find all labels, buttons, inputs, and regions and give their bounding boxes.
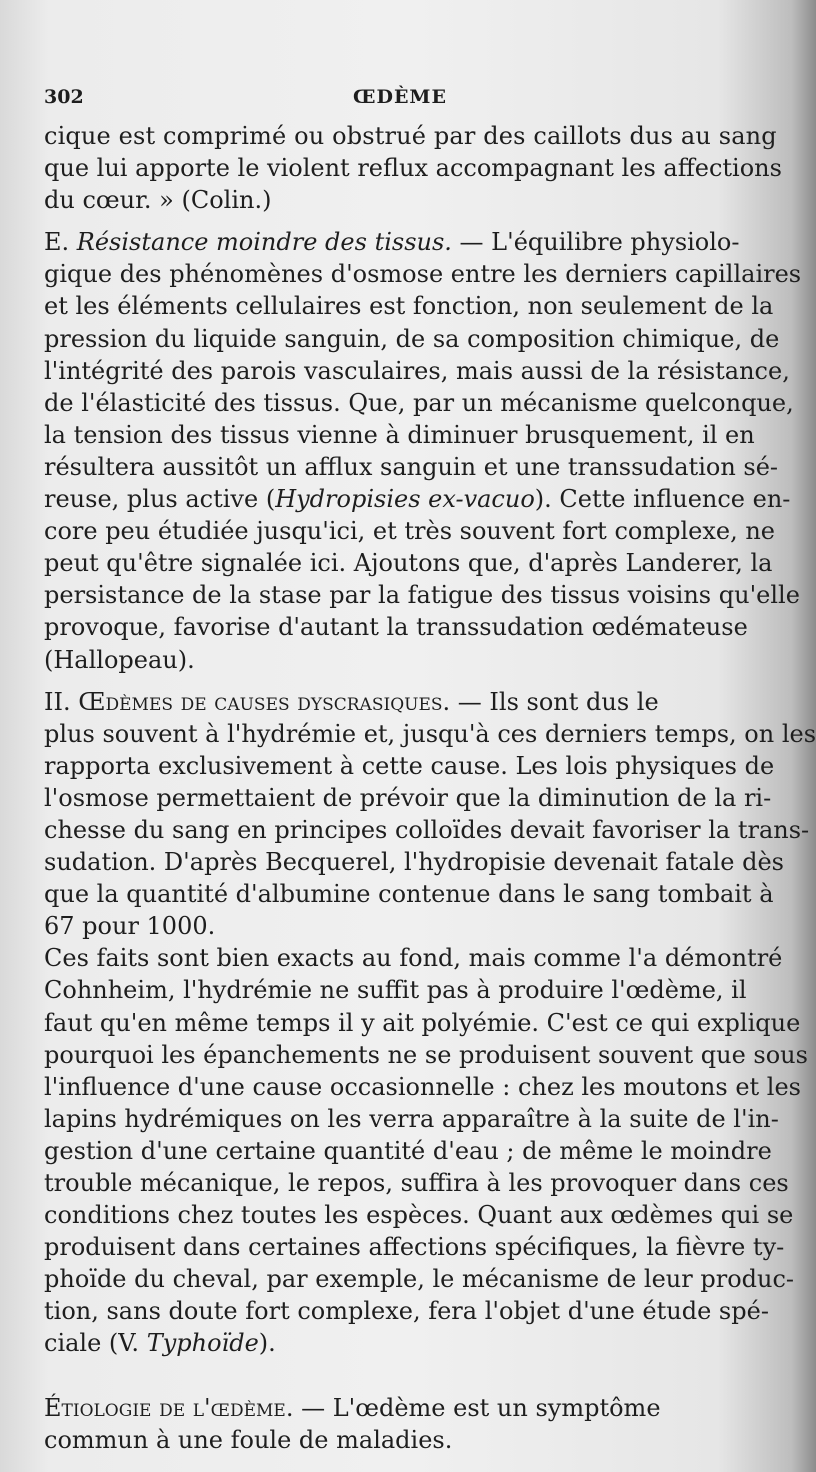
section-ii-label: II. bbox=[44, 687, 79, 716]
etiology-heading-line bbox=[44, 1392, 760, 1424]
running-title: ŒDÈME bbox=[353, 86, 447, 108]
text-line: l'intégrité des parois vasculaires, mais aussi de la résistance, bbox=[44, 356, 790, 385]
paragraph-gap bbox=[44, 676, 760, 686]
text-line: plus souvent à l'hydrémie et, jusqu'à ces derniers temps, on les bbox=[44, 719, 816, 748]
text-line: (Hallopeau). bbox=[44, 645, 195, 674]
section-ii-heading-line bbox=[44, 686, 760, 718]
text-line: gique des phénomènes d'osmose entre les derniers capillaires bbox=[44, 260, 802, 289]
section-e-heading-line bbox=[44, 226, 760, 258]
text-line: rapporta exclusivement à cette cause. Les lois physiques de bbox=[44, 751, 775, 780]
text-segment: reuse, plus active ( bbox=[44, 485, 276, 514]
section-e-label: E. bbox=[44, 228, 77, 257]
text-segment: ). bbox=[258, 1329, 276, 1358]
italic-term: Hydropisies ex-vacuo bbox=[275, 485, 535, 514]
text-line: Cohnheim, l'hydrémie ne suffit pas à produire l'œdème, il bbox=[44, 976, 747, 1005]
page-number: 302 bbox=[44, 86, 84, 108]
text-line: peut qu'être signalée ici. Ajoutons que, d'après Landerer, la bbox=[44, 549, 773, 578]
text-line: commun à une foule de maladies. bbox=[44, 1425, 453, 1454]
text-segment: ). Cette influence en- bbox=[534, 485, 791, 514]
text-line: faut qu'en même temps il y ait polyémie. C'est ce qui explique bbox=[44, 1008, 801, 1037]
text-line: cique est comprimé ou obstrué par des caillots dus au sang bbox=[44, 122, 777, 150]
text-line: produisent dans certaines affections spécifiques, la fièvre ty- bbox=[44, 1233, 785, 1262]
text-line: de l'élasticité des tissus. Que, par un mécanisme quelconque, bbox=[44, 388, 794, 417]
text-line: que la quantité d'albumine contenue dans le sang tombait à bbox=[44, 880, 774, 909]
section-e-title: Résistance moindre des tissus. bbox=[76, 228, 452, 257]
text-line: pression du liquide sanguin, de sa composition chimique, de bbox=[44, 324, 780, 353]
text-line: chesse du sang en principes colloïdes devait favoriser la trans- bbox=[44, 815, 810, 844]
text-line: la tension des tissus vienne à diminuer brusquement, il en bbox=[44, 420, 755, 449]
text-line: résultera aussitôt un afflux sanguin et une transsudation sé- bbox=[44, 452, 779, 481]
paragraph-gap bbox=[44, 1360, 760, 1392]
text-segment: ciale (V. bbox=[44, 1329, 147, 1358]
text-line bbox=[44, 1327, 760, 1359]
paragraph-gap bbox=[44, 216, 760, 226]
text-line: et les éléments cellulaires est fonction, non seulement de la bbox=[44, 292, 774, 321]
text-line: tion, sans doute fort complexe, fera l'objet d'une étude spé- bbox=[44, 1297, 769, 1326]
text-line: gestion d'une certaine quantité d'eau ; de même le moindre bbox=[44, 1136, 772, 1165]
text-line: pourquoi les épanchements ne se produisent souvent que sous bbox=[44, 1040, 808, 1069]
text-line: que lui apporte le violent reflux accompagnant les affections bbox=[44, 154, 782, 183]
text-line: l'influence d'une cause occasionnelle : chez les moutons et les bbox=[44, 1072, 801, 1101]
text-line: provoque, favorise d'autant la transsudation œdémateuse bbox=[44, 613, 748, 642]
text-line: conditions chez toutes les espèces. Quant aux œdèmes qui se bbox=[44, 1201, 794, 1230]
section-ii-rest: — Ils sont dus le bbox=[450, 687, 659, 716]
text-line: trouble mécanique, le repos, suffira à les provoquer dans ces bbox=[44, 1169, 789, 1197]
etiology-rest: — L'œdème est un symptôme bbox=[293, 1393, 661, 1422]
text-line: sudation. D'après Becquerel, l'hydropisie devenait fatale dès bbox=[44, 848, 784, 877]
text-line: persistance de la stase par la fatigue des tissus voisins qu'elle bbox=[44, 581, 800, 610]
text-line: du cœur. » (Colin.) bbox=[44, 186, 272, 215]
text-line bbox=[44, 483, 791, 515]
etiology-title: Étiologie de l'œdème. bbox=[44, 1393, 294, 1422]
body-text bbox=[44, 120, 816, 1456]
page-header bbox=[44, 86, 756, 116]
text-line: l'osmose permettaient de prévoir que la diminution de la ri- bbox=[44, 783, 772, 812]
text-line: core peu étudiée jusqu'ici, et très souvent fort complexe, ne bbox=[44, 517, 775, 546]
section-ii-title: Œdèmes de causes dyscrasiques. bbox=[78, 687, 451, 716]
section-e-rest: — L'équilibre physiolo- bbox=[451, 228, 740, 257]
text-line: Ces faits sont bien exacts au fond, mais comme l'a démontré bbox=[44, 944, 783, 973]
text-line: lapins hydrémiques on les verra apparaître à la suite de l'in- bbox=[44, 1104, 779, 1133]
italic-term: Typhoïde bbox=[146, 1329, 259, 1358]
text-line: 67 pour 1000. bbox=[44, 912, 216, 941]
text-line: phoïde du cheval, par exemple, le mécanisme de leur produc- bbox=[44, 1265, 795, 1294]
